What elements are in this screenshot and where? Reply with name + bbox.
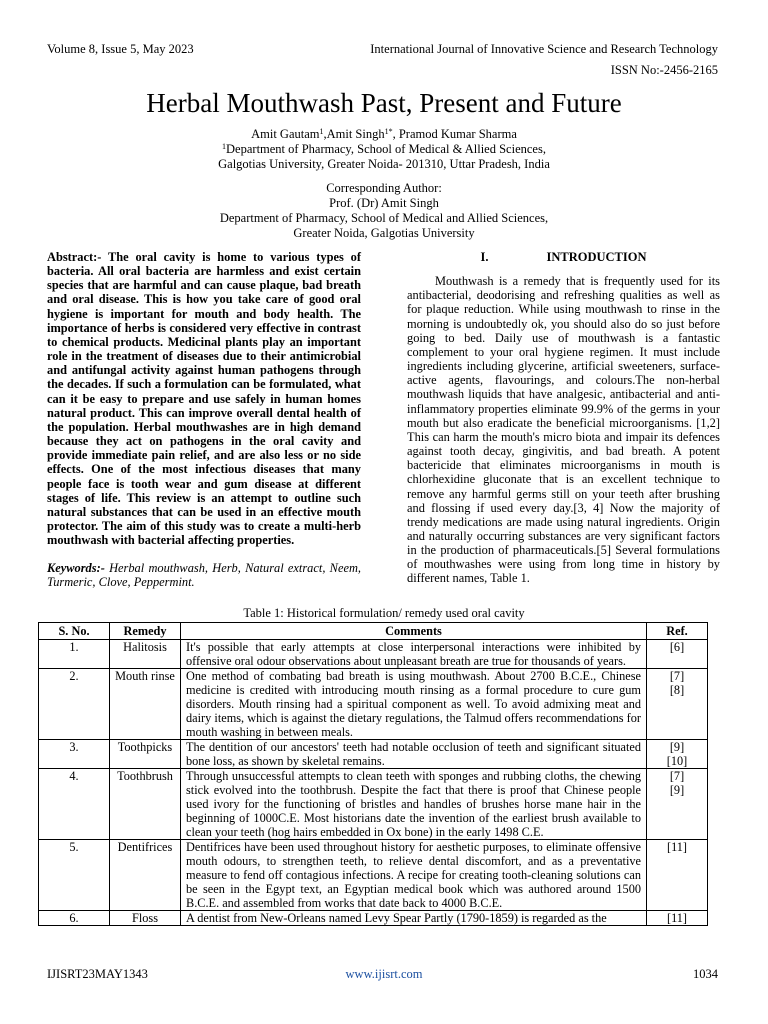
author-names: Amit Gautam$^1$,Amit Singh$^{1*}$, Pramod Kumar Sharma: [251, 127, 517, 141]
corresponding-label: Corresponding Author:: [326, 181, 442, 195]
paper-title: Herbal Mouthwash Past, Present and Future: [146, 88, 622, 118]
cell-remedy: Dentifrices: [110, 840, 181, 911]
cell-ref: [9] [10]: [647, 740, 708, 769]
left-column: [47, 250, 361, 590]
cell-remedy: Toothpicks: [110, 740, 181, 769]
journal-url-link[interactable]: www.ijisrt.com: [345, 967, 423, 981]
cell-comment: One method of combating bad breath is using mouthwash. About 2700 B.C.E., Chinese medicine is credited with introducing mouth rinsing as a formal procedure to cure gum disorders. Mouth rinsing had a spiritual component as well. To avoid admixing meat and dairy items, which is against the dietary regulations, the Talmud offers recommendations for mouth washing in between meals.: [181, 669, 647, 740]
cell-sno: 3.: [39, 740, 110, 769]
cell-comment: It's possible that early attempts at close interpersonal interactions were inhibited by offensive oral odour observations about unpleasant breath are true for thousands of years.: [181, 640, 647, 669]
cell-remedy: Toothbrush: [110, 769, 181, 840]
table-header-row: [39, 623, 708, 640]
page-number: 1034: [693, 967, 718, 981]
cell-ref: [11]: [647, 911, 708, 926]
table-row: [39, 640, 708, 669]
corresponding-univ: Greater Noida, Galgotias University: [293, 226, 475, 240]
cell-ref: [6]: [647, 640, 708, 669]
header-sno: S. No.: [39, 623, 110, 640]
cell-sno: 2.: [39, 669, 110, 740]
table-row: [39, 740, 708, 769]
issn: ISSN No:-2456-2165: [610, 63, 718, 77]
corresponding-dept: Department of Pharmacy, School of Medical and Allied Sciences,: [219, 211, 549, 225]
author-block: [0, 127, 768, 172]
right-column: [407, 250, 720, 586]
cell-ref: [7] [9]: [647, 769, 708, 840]
cell-sno: 6.: [39, 911, 110, 926]
volume-issue: Volume 8, Issue 5, May 2023: [47, 42, 194, 56]
table-row: [39, 840, 708, 911]
header-comments: Comments: [181, 623, 647, 640]
corresponding-author-block: [0, 181, 768, 241]
table-caption: Table 1: Historical formulation/ remedy used oral cavity: [243, 606, 525, 620]
table-row: [39, 669, 708, 740]
cell-remedy: Mouth rinse: [110, 669, 181, 740]
abstract: Abstract:- The oral cavity is home to various types of bacteria. All oral bacteria are harmless and exist certain species that are harmful and can cause plaque, bad breath and oral disease. This is how you take care of good oral hygiene is important for mouth and body health. The importance of herbs is considered very effective in contrast to chemical products. Medicinal plants play an important role in the treatment of diseases due to their antimicrobial and antifungal activity against human pathogens through the decades. If such a formulation can be formulated, what can it be easy to prepare and use safely in human homes natural product. This can improve overall dental health of the population. Herbal mouthwashes are in high demand because they act on pathogens in the oral cavity and provide immediate pain relief, and are also less or no side effects. One of the most infectious diseases that many people face is tooth wear and gum disease at different stages of life. This review is an attempt to outline such natural substances that can be used in an effective mouth protector. The aim of this study was to create a multi-herb mouthwash with bacterial affecting properties.: [47, 250, 361, 548]
introduction-text: Mouthwash is a remedy that is frequently used for its antibacterial, deodorising and refreshing qualities as well as for plaque reduction. While using mouthwash to rinse in the morning is undoubtedly ok, you should also do so just before going to bed. Daily use of mouthwash is a fantastic complement to your oral hygiene regimen. It must include ingredients including glycerine, artificial sweeteners, surface-active agents, flavourings, and colours.The non-herbal mouthwash liquids that have analgesic, antibacterial and anti-inflammatory properties eliminate 99.9% of the germs in your mouth but also eradicate the beneficial microorganisms. [1,2] This can harm the mouth's micro biota and impair its defences against tooth decay, gingivitis, and bad breath. A potent bactericide that eliminates microorganisms in mouth is chlorhexidine gluconate that is an excellent technique to remove any harmful germs still on your teeth after brushing and flossing if used every day.[3, 4] Now the majority of trendy medications are made using natural ingredients. Origin and naturally occurring substances are very significant factors in the production of pharmaceuticals.[5] Several formulations of mouthwashes were using from long time in history by different names, Table 1.: [407, 274, 720, 586]
corresponding-name: Prof. (Dr) Amit Singh: [329, 196, 439, 210]
cell-comment: A dentist from New-Orleans named Levy Spear Partly (1790-1859) is regarded as the: [181, 911, 647, 926]
cell-sno: 5.: [39, 840, 110, 911]
table-row: [39, 911, 708, 926]
cell-remedy: Floss: [110, 911, 181, 926]
cell-comment: Dentifrices have been used throughout history for aesthetic purposes, to eliminate offensive mouth odours, to strengthen teeth, to relieve dental discomfort, and as a preventative measure to fend off contagious infections. A recipe for creating tooth-cleaning solutions can be seen in the Egypt text, an Egyptian medical book which was authored around 1500 B.C.E. and assembled from works that date back to 4000 B.C.E.: [181, 840, 647, 911]
header-remedy: Remedy: [110, 623, 181, 640]
table-row: [39, 769, 708, 840]
section-heading-introduction: I. INTRODUCTION: [480, 250, 647, 264]
cell-ref: [11]: [647, 840, 708, 911]
history-table: [38, 622, 708, 926]
cell-comment: The dentition of our ancestors' teeth had notable occlusion of teeth and significant situated bone loss, as shown by skeletal remains.: [181, 740, 647, 769]
keywords: Keywords:- Herbal mouthwash, Herb, Natural extract, Neem, Turmeric, Clove, Peppermint.: [47, 561, 361, 590]
journal-name: International Journal of Innovative Science and Research Technology: [370, 42, 718, 56]
affiliation-line-2: Galgotias University, Greater Noida- 201310, Uttar Pradesh, India: [218, 157, 550, 171]
cell-sno: 4.: [39, 769, 110, 840]
cell-sno: 1.: [39, 640, 110, 669]
cell-remedy: Halitosis: [110, 640, 181, 669]
header-ref: Ref.: [647, 623, 708, 640]
paper-id: IJISRT23MAY1343: [47, 967, 148, 981]
affiliation-line-1: $^1$Department of Pharmacy, School of Medical & Allied Sciences,: [222, 142, 546, 156]
cell-comment: Through unsuccessful attempts to clean teeth with sponges and rubbing cloths, the chewing stick evolved into the toothbrush. Despite the fact that there is proof that Chinese people used ivory for the functioning of bristles and handles of brushes horse mane hair in the beginning of 1000C.E. Most historians date the invention of the earliest brush available to clean your teeth (hog hairs embedded in Ox bone) in the early 1498 C.E.: [181, 769, 647, 840]
cell-ref: [7] [8]: [647, 669, 708, 740]
